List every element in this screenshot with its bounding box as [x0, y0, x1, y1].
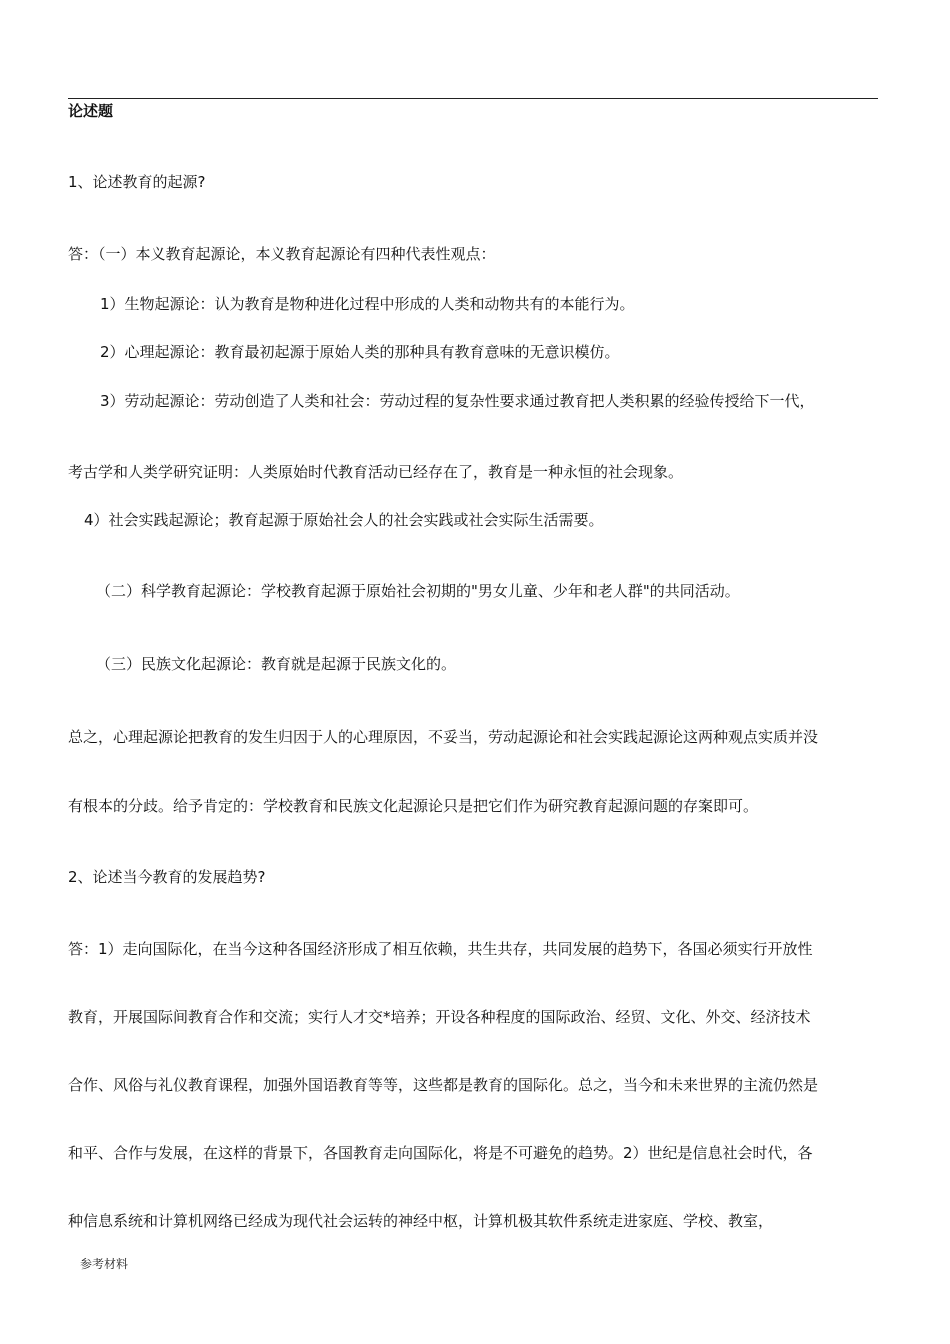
q2-paragraph-3: 合作、风俗与礼仪教育课程，加强外国语教育等等，这些都是教育的国际化。总之，当今和未来世界的主流仍然是 [68, 1076, 819, 1094]
question-2: 2、论述当今教育的发展趋势? [68, 868, 266, 886]
q2-paragraph-1: 答：1）走向国际化，在当今这种各国经济形成了相互依赖，共生共存，共同发展的趋势下，各国必须实行开放性 [68, 940, 813, 958]
q2-paragraph-4: 和平、合作与发展，在这样的背景下，各国教育走向国际化，将是不可避免的趋势。2）世纪是信息社会时代，各 [68, 1144, 813, 1162]
q2-paragraph-2: 教育，开展国际间教育合作和交流；实行人才交*培养；开设各种程度的国际政治、经贸、文化、外交、经济技术 [68, 1008, 811, 1026]
section-title: 论述题 [68, 102, 114, 120]
q1-part-2: （二）科学教育起源论：学校教育起源于原始社会初期的"男女儿童、少年和老人群"的共同活动。 [96, 582, 740, 600]
q1-archaeology-note: 考古学和人类学研究证明：人类原始时代教育活动已经存在了，教育是一种永恒的社会现象。 [68, 463, 684, 481]
page-footer: 参考材料 [80, 1257, 129, 1271]
header-rule [68, 98, 878, 99]
q1-point-3: 3）劳动起源论：劳动创造了人类和社会：劳动过程的复杂性要求通过教育把人类积累的经验传授给下一代， [100, 392, 815, 410]
q1-summary-2: 有根本的分歧。给予肯定的：学校教育和民族文化起源论只是把它们作为研究教育起源问题的存案即可。 [68, 797, 759, 815]
q1-point-1: 1）生物起源论：认为教育是物种进化过程中形成的人类和动物共有的本能行为。 [100, 295, 635, 313]
question-1: 1、论述教育的起源? [68, 173, 206, 191]
q1-summary-1: 总之，心理起源论把教育的发生归因于人的心理原因，不妥当，劳动起源论和社会实践起源论这两种观点实质并没 [68, 728, 819, 746]
q1-point-2: 2）心理起源论：教育最初起源于原始人类的那种具有教育意味的无意识模仿。 [100, 343, 620, 361]
q1-point-4: 4）社会实践起源论；教育起源于原始社会人的社会实践或社会实际生活需要。 [84, 511, 604, 529]
q1-part-3: （三）民族文化起源论：教育就是起源于民族文化的。 [96, 655, 457, 673]
q2-paragraph-5: 种信息系统和计算机网络已经成为现代社会运转的神经中枢，计算机极其软件系统走进家庭、学校、教室， [68, 1212, 774, 1230]
q1-answer-intro: 答：（一）本义教育起源论，本义教育起源论有四种代表性观点： [68, 245, 496, 263]
